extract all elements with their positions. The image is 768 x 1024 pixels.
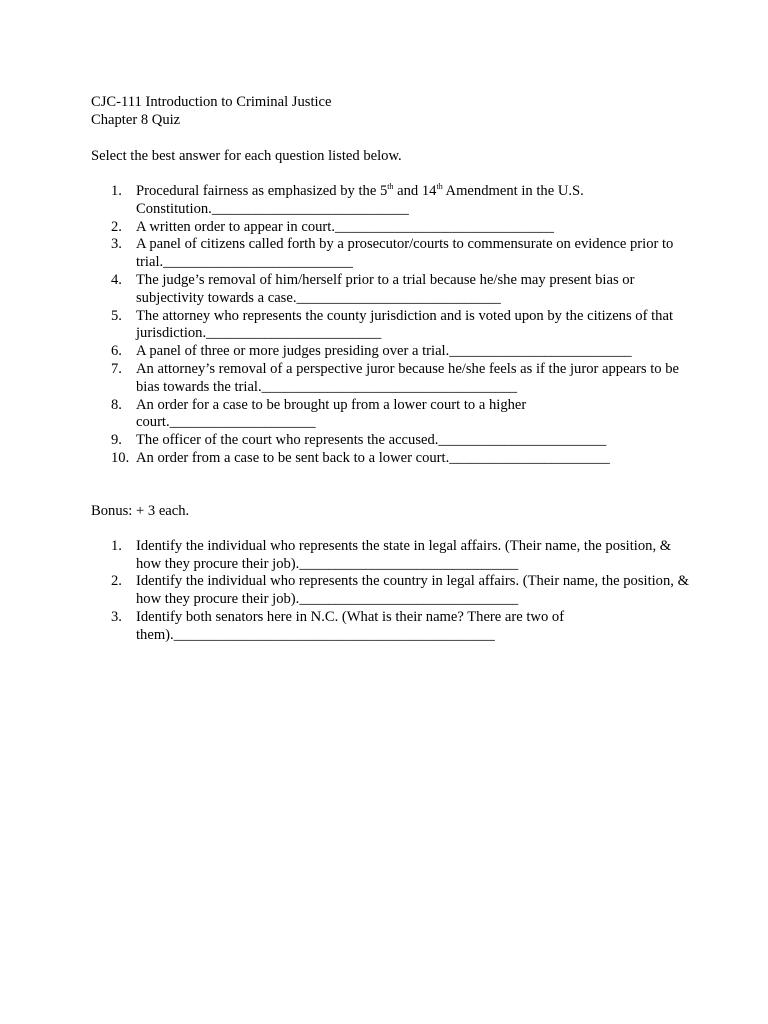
question-item	[91, 432, 691, 450]
question-number: 9.	[111, 432, 122, 449]
question-item	[91, 219, 691, 237]
spacer	[91, 468, 691, 502]
question-text: An attorney’s removal of a perspective juror because he/she feels as if the juror appears to be bias towards the trial.___________________________________	[136, 360, 679, 395]
bonus-item	[91, 573, 691, 609]
question-number: 8.	[111, 396, 122, 413]
question-text: The officer of the court who represents the accused._______________________	[136, 432, 607, 449]
question-item	[91, 397, 691, 433]
bonus-number: 2.	[111, 573, 122, 590]
question-item	[91, 361, 691, 397]
question-text: Procedural fairness as emphasized by the 5th and 14th Amendment in the U.S. Constitution.___________________________	[136, 182, 584, 217]
quiz-document	[91, 93, 691, 645]
question-number: 7.	[111, 360, 122, 377]
question-number: 3.	[111, 236, 122, 253]
question-item	[91, 236, 691, 272]
question-number: 2.	[111, 218, 122, 235]
spacer	[91, 520, 691, 538]
question-item	[91, 183, 691, 219]
bonus-text: Identify both senators here in N.C. (What is their name? There are two of them).____________________________________________	[136, 608, 565, 643]
question-text: An order for a case to be brought up from a lower court to a higher court.____________________	[136, 396, 527, 431]
spacer	[91, 129, 691, 147]
question-item	[91, 308, 691, 344]
question-text: An order from a case to be sent back to a lower court.______________________	[136, 449, 610, 466]
bonus-number: 3.	[111, 608, 122, 625]
bonus-item	[91, 538, 691, 574]
question-text: The attorney who represents the county jurisdiction and is voted upon by the citizens of that jurisdiction.________________________	[136, 307, 673, 342]
question-number: 1.	[111, 183, 122, 199]
question-text: A panel of citizens called forth by a prosecutor/courts to commensurate on evidence prior to trial.__________________________	[136, 236, 674, 271]
instructions: Select the best answer for each question listed below.	[91, 148, 402, 164]
course-title: CJC-111 Introduction to Criminal Justice	[91, 94, 332, 110]
question-list	[91, 183, 691, 468]
bonus-heading: Bonus: + 3 each.	[91, 502, 190, 519]
bonus-text: Identify the individual who represents the state in legal affairs. (Their name, the position, & how they procure their job).______________________________	[136, 537, 672, 572]
question-item	[91, 343, 691, 361]
bonus-number: 1.	[111, 537, 122, 554]
bonus-text: Identify the individual who represents the country in legal affairs. (Their name, the position, & how they procure their job).______________________________	[136, 573, 689, 608]
question-number: 6.	[111, 343, 122, 360]
question-number: 5.	[111, 307, 122, 324]
question-item	[91, 272, 691, 308]
bonus-item	[91, 609, 691, 645]
question-text: The judge’s removal of him/herself prior to a trial because he/she may present bias or subjectivity towards a case.____________________________	[136, 271, 635, 306]
spacer	[91, 165, 691, 183]
question-number: 4.	[111, 271, 122, 288]
bonus-list	[91, 538, 691, 645]
question-text: A written order to appear in court.______________________________	[136, 218, 554, 235]
question-number: 10.	[111, 449, 130, 466]
question-text: A panel of three or more judges presiding over a trial._________________________	[136, 343, 632, 360]
quiz-title: Chapter 8 Quiz	[91, 112, 181, 128]
question-item	[91, 450, 691, 468]
